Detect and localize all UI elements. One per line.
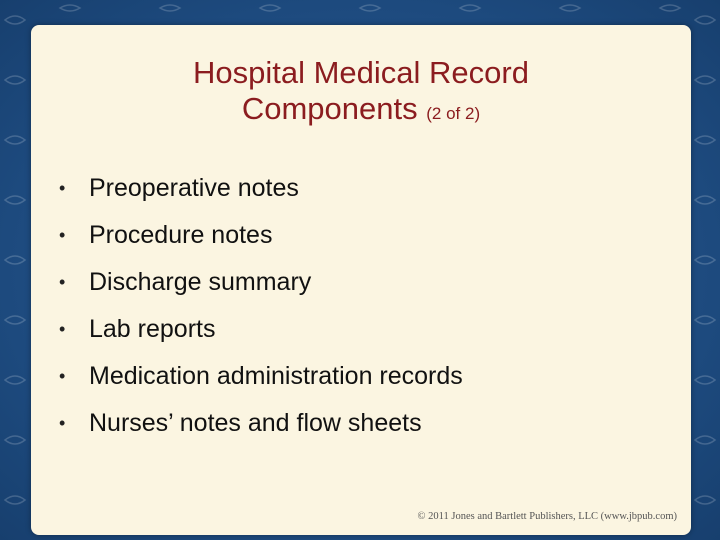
bullet-text: Nurses’ notes and flow sheets xyxy=(89,409,422,437)
bullet-dot-icon: • xyxy=(59,366,66,386)
bullet-dot-icon: • xyxy=(59,319,66,339)
bullet-text: Medication administration records xyxy=(89,362,463,390)
slide-title-line1: Hospital Medical Record xyxy=(193,55,529,90)
bullet-text: Procedure notes xyxy=(89,221,273,249)
slide-card xyxy=(31,25,691,535)
bullet-item xyxy=(59,306,463,353)
bullet-dot-icon: • xyxy=(59,225,66,245)
slide-title xyxy=(31,55,691,132)
slide-title-line2: Components xyxy=(241,91,418,126)
bullet-text: Discharge summary xyxy=(89,268,312,296)
bullet-list xyxy=(59,165,463,447)
copyright-notice: © 2011 Jones and Bartlett Publishers, LLC (www.jbpub.com) xyxy=(417,511,677,522)
bullet-item xyxy=(59,400,463,447)
bullet-dot-icon: • xyxy=(59,272,66,292)
bullet-item xyxy=(59,259,463,306)
bullet-item xyxy=(59,165,463,212)
bullet-dot-icon: • xyxy=(59,178,66,198)
bullet-item xyxy=(59,212,463,259)
bullet-item xyxy=(59,353,463,400)
bullet-dot-icon: • xyxy=(59,413,66,433)
bullet-text: Lab reports xyxy=(89,315,216,343)
bullet-text: Preoperative notes xyxy=(89,174,299,202)
slide-title-suffix: (2 of 2) xyxy=(426,104,481,123)
